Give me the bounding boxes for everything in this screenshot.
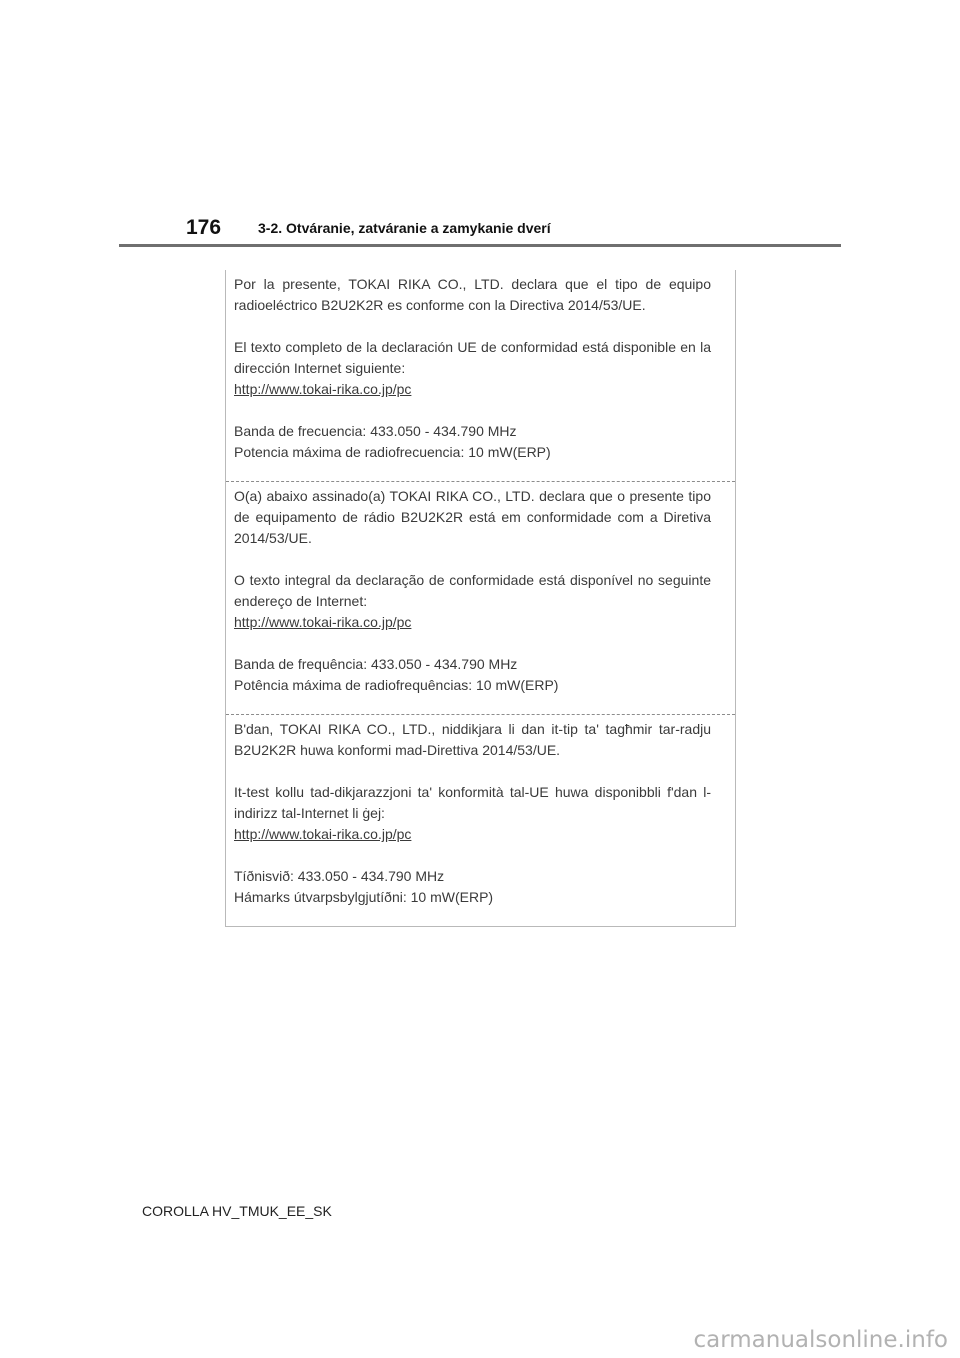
frequency-text: Banda de frecuencia: 433.050 - 434.790 MHz	[234, 423, 517, 439]
power-text: Potencia máxima de radiofrecuencia: 10 mW(ERP)	[234, 444, 551, 460]
power-text: Hámarks útvarpsbylgjutíðni: 10 mW(ERP)	[234, 889, 494, 905]
declaration-text: B'dan, TOKAI RIKA CO., LTD., niddikjara li dan it-tip ta' tagħmir tar-radju B2U2K2R huwa konformi mad-Direttiva 2014/53/UE.	[234, 721, 711, 758]
header-divider	[119, 244, 841, 247]
declaration-section-portuguese	[226, 481, 735, 715]
availability-text: It-test kollu tad-dikjarazzjoni ta' konformità tal-UE huwa disponibbli f'dan l-indirizz tal-Internet li ġej:	[234, 784, 711, 821]
spec-block	[234, 866, 711, 908]
declaration-section-spanish	[226, 270, 735, 481]
declaration-url-link[interactable]: http://www.tokai-rika.co.jp/pc	[234, 381, 412, 397]
section-title: 3-2. Otváranie, zatváranie a zamykanie dverí	[258, 220, 551, 236]
page-header	[0, 210, 960, 250]
spec-block	[234, 421, 711, 463]
availability-block	[234, 782, 711, 845]
spec-block	[234, 654, 711, 696]
declaration-text: O(a) abaixo assinado(a) TOKAI RIKA CO., LTD. declara que o presente tipo de equipamento de rádio B2U2K2R está em conformidade com a Diretiva 2014/53/UE.	[234, 488, 711, 546]
availability-block	[234, 570, 711, 633]
declaration-section-maltese-icelandic	[226, 714, 735, 926]
availability-text: El texto completo de la declaración UE de conformidad está disponible en la dirección Internet siguiente:	[234, 339, 711, 376]
declaration-url-link[interactable]: http://www.tokai-rika.co.jp/pc	[234, 826, 412, 842]
declaration-box	[225, 270, 736, 927]
declaration-text: Por la presente, TOKAI RIKA CO., LTD. declara que el tipo de equipo radioeléctrico B2U2K2R es conforme con la Directiva 2014/53/UE.	[234, 276, 711, 313]
power-text: Potência máxima de radiofrequências: 10 mW(ERP)	[234, 677, 559, 693]
availability-block	[234, 337, 711, 400]
page-number: 176	[186, 216, 222, 239]
declaration-url-link[interactable]: http://www.tokai-rika.co.jp/pc	[234, 614, 412, 630]
frequency-text: Tíðnisvið: 433.050 - 434.790 MHz	[234, 868, 445, 884]
availability-text: O texto integral da declaração de conformidade está disponível no seguinte endereço de Internet:	[234, 572, 711, 609]
watermark-text: carmanualsonline.info	[693, 1327, 948, 1353]
document-code: COROLLA HV_TMUK_EE_SK	[142, 1203, 332, 1219]
frequency-text: Banda de frequência: 433.050 - 434.790 MHz	[234, 656, 518, 672]
